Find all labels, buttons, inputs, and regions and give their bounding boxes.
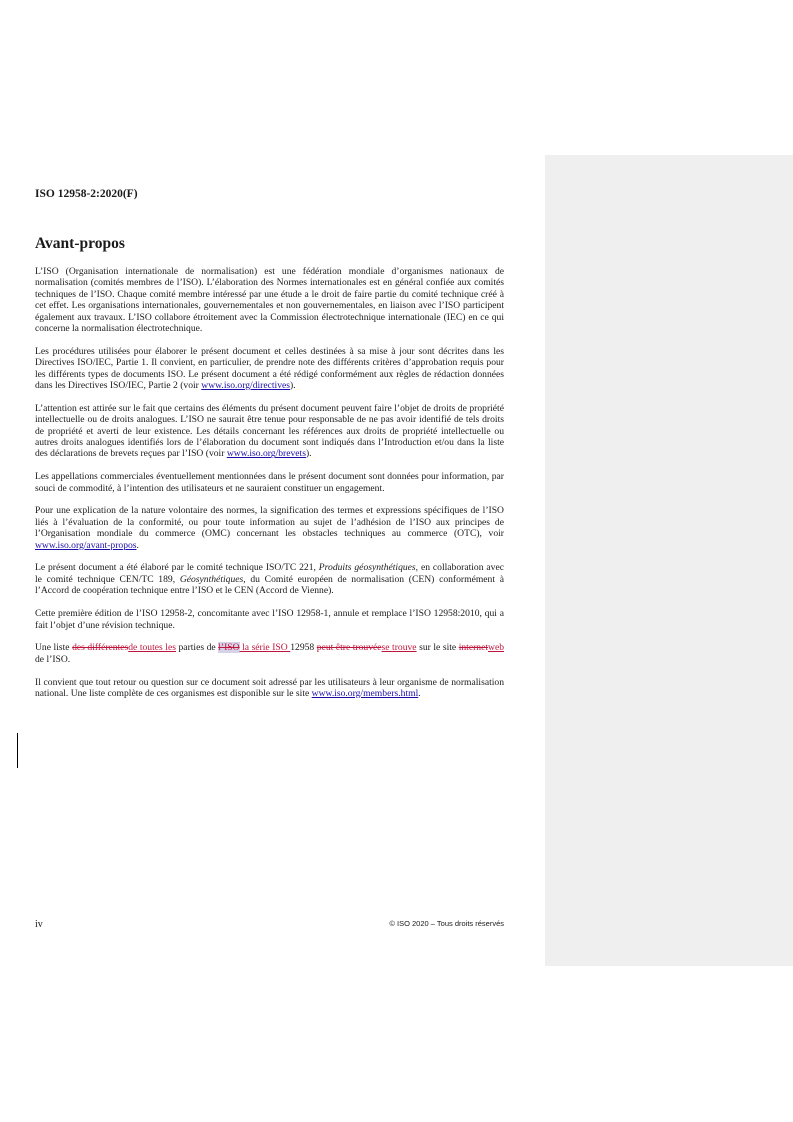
paragraph-4: Les appellations commerciales éventuellement mentionnées dans le présent document sont données pour information, par souci de commodité, à l’intention des utilisateurs et ne sauraient constituer un engagement.: [35, 471, 504, 494]
section-heading: Avant-propos: [35, 235, 125, 252]
text-run: 12958: [290, 642, 317, 654]
deleted-text[interactable]: l’ISO: [218, 642, 240, 654]
paragraph-5: [35, 505, 504, 551]
paragraph-8-tracked-changes: [35, 642, 504, 665]
committee-name-iso: Produits géosynthétiques: [318, 562, 416, 574]
paragraph-2-end: ).: [290, 380, 296, 392]
avant-propos-link[interactable]: www.iso.org/avant-propos: [35, 539, 137, 551]
paragraph-2: [35, 346, 504, 392]
paragraph-9: [35, 677, 504, 700]
document-id: ISO 12958-2:2020(F): [35, 188, 138, 200]
inserted-text[interactable]: de toutes les: [128, 642, 176, 654]
members-link[interactable]: www.iso.org/members.html: [311, 687, 419, 699]
comments-pane: [545, 155, 793, 966]
change-bar: [17, 733, 18, 768]
inserted-text[interactable]: se trouve: [381, 642, 417, 654]
paragraph-6-b: , en collaboration avec le comité technique CEN/TC 189,: [35, 562, 504, 585]
text-run: sur le site: [416, 642, 459, 654]
paragraph-5-end: .: [136, 539, 139, 551]
paragraph-2-text: Les procédures utilisées pour élaborer le présent document et celles destinées à sa mise à jour sont décrites dans les Directives ISO/IEC, Partie 1. Il convient, en particulier, de prendre note des différents critères d’approbation requis pour les différents types de documents ISO. Le présent document a été rédigé conformément aux règles de rédaction données dans les Directives ISO/IEC, Partie 2 (voir: [35, 345, 504, 392]
brevets-link[interactable]: www.iso.org/brevets: [226, 448, 306, 460]
deleted-text[interactable]: internet: [458, 642, 489, 654]
text-run: Une liste: [35, 642, 73, 654]
page-number: iv: [35, 919, 43, 930]
paragraph-3-text: L’attention est attirée sur le fait que certains des éléments du présent document peuvent faire l’objet de droits de propriété intellectuelle ou de droits analogues. L’ISO ne saurait être tenue pour responsable de ne pas avoir identifié de tels droits de propriété et averti de leur existence. Les détails concernant les références aux droits de propriété intellectuelle ou autres droits analogues identifiés lors de l’élaboration du document sont indiqués dans l’Introduction et/ou dans la liste des déclarations de brevets reçues par l’ISO (voir: [35, 402, 504, 460]
paragraph-6-a: Le présent document a été élaboré par le comité technique ISO/TC 221,: [35, 562, 319, 574]
inserted-text[interactable]: web: [488, 642, 504, 654]
paragraph-7: Cette première édition de l’ISO 12958-2, concomitante avec l’ISO 12958-1, annule et remplace l’ISO 12958:2010, qui a fait l’objet d’une révision technique.: [35, 608, 504, 631]
text-run: de l’ISO.: [35, 653, 71, 665]
deleted-text[interactable]: des différentes: [72, 642, 129, 654]
committee-name-cen: Géosynthétiques: [179, 573, 244, 585]
paragraph-3: [35, 403, 504, 460]
paragraph-9-text: Il convient que tout retour ou question sur ce document soit adressé par les utilisateurs à leur organisme de normalisation national. Une liste complète de ces organismes est disponible sur le site: [35, 676, 504, 699]
paragraph-6: [35, 562, 504, 596]
copyright-notice: © ISO 2020 – Tous droits réservés: [389, 919, 504, 928]
text-run: parties de: [175, 642, 219, 654]
paragraph-6-c: , du Comité européen de normalisation (CEN) conformément à l’Accord de coopération technique entre l’ISO et le CEN (Accord de Vienne).: [35, 573, 504, 597]
paragraph-1: L’ISO (Organisation internationale de normalisation) est une fédération mondiale d’organismes nationaux de normalisation (comités membres de l’ISO). L’élaboration des Normes internationales est en général confiée aux comités techniques de l’ISO. Chaque comité membre intéressé par une étude a le droit de faire partie du comité technique créé à cet effet. Les organisations internationales, gouvernementales et non gouvernementales, en liaison avec l’ISO participent également aux travaux. L’ISO collabore étroitement avec la Commission électrotechnique internationale (IEC) en ce qui concerne la normalisation électrotechnique.: [35, 266, 504, 335]
directives-link[interactable]: www.iso.org/directives: [201, 380, 290, 392]
document-body: [35, 266, 504, 711]
paragraph-3-end: ).: [305, 448, 312, 460]
inserted-text[interactable]: la série ISO: [239, 642, 291, 654]
deleted-text[interactable]: peut être trouvée: [316, 642, 382, 654]
paragraph-9-end: .: [418, 687, 421, 699]
paragraph-5-text: Pour une explication de la nature volontaire des normes, la signification des termes et expressions spécifiques de l’ISO liés à l’évaluation de la conformité, ou pour toute information au sujet de l’adhésion de l’ISO aux principes de l’Organisation mondiale du commerce (OMC) concernant les obstacles techniques au commerce (OTC), voir: [35, 505, 504, 540]
